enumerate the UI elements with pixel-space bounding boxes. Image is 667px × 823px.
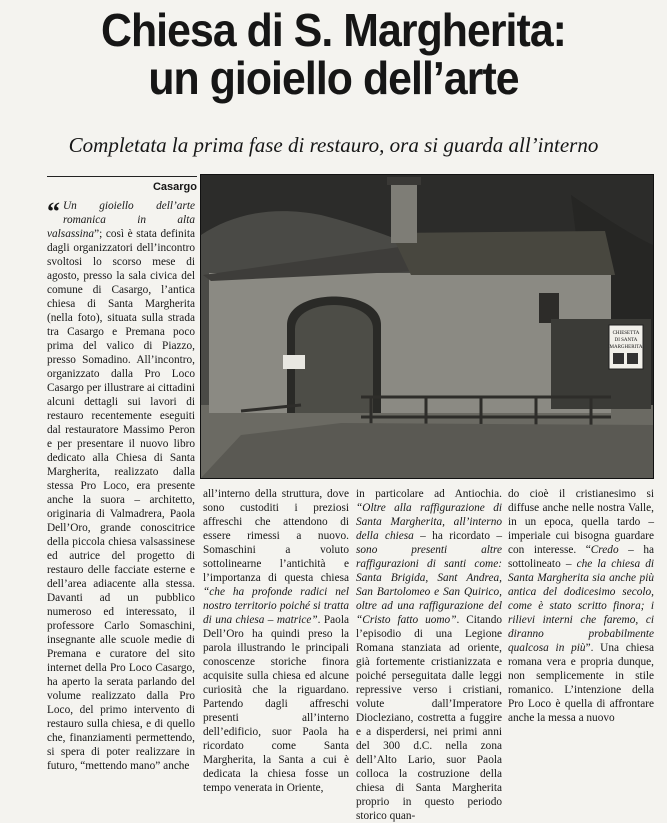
column-4-text-3: ”. Una chiesa romana vera e propria dunque, non semplicemente in stile romanico. L’intenzione della Pro Loco è quella di affrontare anche la messa a nuovo [508, 642, 654, 724]
church-photo [200, 174, 654, 479]
column-4-quote-1: Credo [590, 544, 619, 556]
paragraph-4 [508, 487, 654, 725]
headline-line-1: Chiesa di S. Margherita: [100, 4, 566, 56]
subheadline: Completata la prima fase di restauro, ora si guarda all’interno [68, 133, 599, 157]
opening-quote-mark: “ [47, 197, 60, 226]
body-column-4 [508, 487, 654, 725]
column-4-quote-2: che la chiesa di Santa Margherita sia anche più antica del dodicesimo secolo, come è stato scritto finora; i rilievi interni che faremo, ci diranno probabilmente qualcosa in più [508, 558, 654, 654]
sign-line-1: CHIESETTA [612, 331, 640, 336]
paragraph-3 [356, 487, 502, 823]
column-4-text-1: do cioè il cristianesimo si diffuse anche nelle nostra Valle, in un epoca, quella tardo – imperiale cui bisogna guardare con interesse. “ [508, 488, 654, 556]
column-2-quote: “che ha profonde radici nel nostro territorio poiché si tratta di una chiesa – matrice” [203, 586, 349, 626]
column-3-text-3: . Citando l’episodio di una Legione Romana stanziata ad oriente, già fortemente cristianizzata e poiché perseguitata dalle leggi repressive verso i cristiani, volute dall’Imperatore Diocleziano, costretta a fuggire e a disperdersi, nei primi anni del 300 d.C. nella zona dell’Alto Lario, suor Paola colloca la costruzione della chiesa di Santa Margherita proprio in questo periodo storico quan- [356, 614, 502, 822]
column-3-quote-1: “Oltre alla raffigurazione di Santa Margherita, all’interno della chiesa [356, 502, 502, 542]
headline-line-2: un gioiello dell’arte [148, 52, 519, 104]
body-column-3 [356, 487, 502, 823]
column-3-text-2: – ha ricordato – [413, 530, 502, 542]
dateline-rule [47, 176, 197, 177]
column-2-text-1: all’interno della struttura, dove sono custoditi i preziosi affreschi che attendono di essere rimessi a nuovo. Somaschini a voluto sottolinearne l’antichità e l’importanza di questa chiesa [203, 488, 349, 584]
dateline-location: Casargo [152, 181, 197, 193]
column-4-text-2: – ha sottolineato – [508, 544, 654, 570]
column-3-quote-2: sono presenti altre raffigurazioni di santi come: Santa Brigida, Sant Andrea, San Bartolomeo e San Quirico, oltre ad una raffigurazione del “Cristo fatto uomo” [356, 544, 502, 626]
quoted-definition: Un gioiello dell’arte romanica in alta valsassina [47, 200, 195, 240]
column-2-text-2: . Paola Dell’Oro ha quindi preso la parola illustrando le principali conoscenze storiche finora acquisite sulla chiesa ed alcune curiosità che la riguardano. Partendo dagli affreschi presenti all’interno dell’edificio, suor Paola ha ricordato come Santa Margherita, la Santa a cui è dedicata la chiesa fosse un tempo venerata in Oriente, [203, 614, 349, 794]
headline [23, 6, 643, 102]
sign-line-2: DI SANTA [614, 338, 638, 343]
column-3-text-1: in particolare ad Antiochia. [356, 488, 502, 500]
sign-line-3: MARGHERITA [609, 345, 643, 350]
paragraph-2 [203, 487, 349, 795]
body-column-1 [47, 199, 195, 773]
church-illustration [201, 175, 653, 478]
paragraph-1 [47, 199, 195, 773]
column-1-text: ”; così è stata definita dagli organizzatori dell’incontro svoltosi lo scorso mese di agosto, presso la sala civica del comune di Casargo, l’antica chiesa di Santa Margherita (nella foto), situata sulla strada tra Casargo e Premana poco prima del valico di Piazzo, presso Somadino. All’incontro, organizzato dalla Pro Loco Casargo per illustrare ai cittadini alcuni dettagli sui lavori di restauro recentemente eseguiti dal restauratore Massimo Peron e per presentare il nuovo libro dedicato alla Chiesa di Santa Margherita, realizzato dalla stessa Pro Loco, era presente anche la suora – architetto, originaria di Valmadrera, Paola Dell’Oro, grande conoscitrice della piccola chiesa valsassinese ed autrice del progetto di restauro delle facciate esterne e dell’area adiacente alla stessa. Davanti ad un pubblico numeroso ed interessato, il professore Carlo Somaschini, insegnante alle scuole medie di Premana e curatore del sito internet della Pro Loco Casargo, ha aperto la serata parlando del volume realizzato dalla Pro Loco, del primo intervento di restauro sulla chiesa, e di quello che, finanziamenti permettendo, si spera di poter realizzare in futuro, “mettendo mano” anche [47, 228, 195, 772]
body-column-2 [203, 487, 349, 795]
